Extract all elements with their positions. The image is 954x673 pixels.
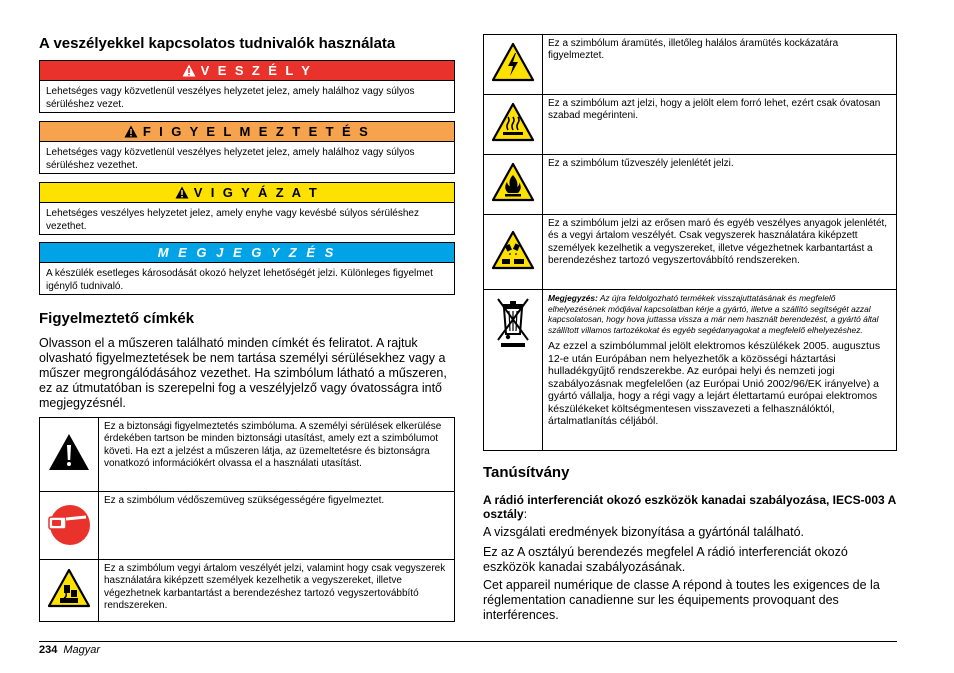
symbol-row xyxy=(484,215,897,290)
warning-triangle-icon xyxy=(182,64,196,77)
danger-box xyxy=(39,60,455,113)
labels-heading: Figyelmeztető címkék xyxy=(39,310,195,327)
warning-triangle-icon xyxy=(124,125,138,138)
labels-paragraph: Olvasson el a műszeren található minden címkét és feliratot. A rajtuk olvasható figyelmeztetések be nem tartása személyi sérülésekhez vagy a műszer megrongálódásához vezethet. Ha szimbólum látható a műszeren, ez az útmutatóban is szerepelni fog a veszélyjelző vagy óvatosságra intő megjegyzésnél. xyxy=(39,336,447,410)
right-symbol-table xyxy=(483,34,897,451)
footer-rule xyxy=(39,641,897,642)
symbol-row xyxy=(40,560,455,622)
corrosive-icon xyxy=(491,230,535,270)
hot-surface-icon xyxy=(491,102,535,142)
danger-label: V E S Z É L Y xyxy=(200,63,313,78)
footer-language: Magyar xyxy=(63,644,101,656)
symbol-row xyxy=(484,155,897,215)
warning-text: Lehetséges vagy közvetlenül veszélyes helyzetet jelez, amely halálhoz vagy súlyos sérüléshez vezethet. xyxy=(46,147,415,171)
page-footer xyxy=(39,644,100,657)
symbol-row xyxy=(484,290,897,451)
caution-text: Lehetséges veszélyes helyzetet jelez, amely enyhe vagy kevésbé súlyos sérüléshez vezethet. xyxy=(46,208,419,232)
caution-box xyxy=(39,182,455,235)
symbol-description: Ez a szimbólum azt jelzi, hogy a jelölt elem forró lehet, ezért csak óvatosan szabad megérinteni. xyxy=(543,95,897,155)
notice-header xyxy=(40,243,454,263)
weee-bin-icon xyxy=(495,296,531,348)
symbol-description: Ez a szimbólum jelzi az erősen maró és egyéb veszélyes anyagok jelenlétét, és a vegyi ártalom veszélyét. Csak vegyszerek használatára kiképzett személyek kezelhetik a vegyszereket, illetve végezhetnek karbantartást a berendezéshez tartozó vegyszertovábbító rendszereken. xyxy=(543,215,897,290)
weee-text: Az ezzel a szimbólummal jelölt elektromos készülékek 2005. augusztus 12-e után Európában nem helyezhetők a közösségi háztartási hulladékgyűjtő rendszerekbe. Az európai helyi és nemzeti jogi szabályozásnak megfelelően (az Európai Unió 2002/96/EK irányelve) a gyártó vállalja, hogy a régi vagy a lejárt élettartamú európai elektromos készülékeket költségmentesen visszavezeti a felhasználóktól, ártalmatlanítás céljából. xyxy=(548,340,881,428)
weee-description xyxy=(543,290,897,451)
weee-note xyxy=(548,293,891,335)
hazard-info-heading: A veszélyekkel kapcsolatos tudnivalók használata xyxy=(39,35,396,52)
certification-paragraph-1: A vizsgálati eredmények bizonyítása a gyártónál található. xyxy=(483,525,805,539)
fire-hazard-icon xyxy=(491,162,535,202)
left-symbol-table xyxy=(39,417,455,622)
danger-text: Lehetséges vagy közvetlenül veszélyes helyzetet jelez, amely halálhoz vagy súlyos sérüléshez vezet. xyxy=(46,86,415,110)
notice-text: A készülék esetleges károsodását okozó helyzet lehetőségét jelzi. Különleges figyelmet igénylő tudnivaló. xyxy=(46,268,433,292)
symbol-row xyxy=(40,492,455,560)
notice-box xyxy=(39,242,455,295)
warning-label: F I G Y E L M E Z T E T É S xyxy=(142,124,371,139)
certification-paragraph-2: Ez az A osztályú berendezés megfelel A rádió interferenciát okozó eszközök kanadai szabályozásának. xyxy=(483,545,848,574)
electrical-shock-icon xyxy=(491,42,535,82)
chemical-hazard-icon xyxy=(47,568,91,608)
certification-subheading: A rádió interferenciát okozó eszközök kanadai szabályozása, IECS-003 A osztály: xyxy=(483,493,896,521)
certification-paragraph-3: Cet appareil numérique de classe A répond à toutes les exigences de la réglementation canadienne sur les équipements provoquant des interférences. xyxy=(483,578,880,622)
danger-header xyxy=(40,61,454,81)
warning-triangle-icon xyxy=(175,186,189,199)
symbol-row xyxy=(484,35,897,95)
symbol-row xyxy=(40,418,455,492)
caution-header xyxy=(40,183,454,203)
notice-label: M E G J E G Y Z É S xyxy=(157,245,337,260)
symbol-description: Ez a szimbólum védőszemüveg szükségességére figyelmeztet. xyxy=(99,492,455,560)
weee-note-text: Az újra feldolgozható termékek visszajuttatásának és megfelelő elhelyezésének módjával kapcsolatban kérje a gyártó, illetve a szállító segítségét azzal kapcsolatosan, hogy hova juttassa vissza a már nem használt berendezést, a gyártó által szállított villamos tartozékokat és egyéb segédanyagokat a megfelelő elhelyezéshez. xyxy=(548,293,879,335)
symbol-description: Ez a szimbólum tűzveszély jelenlétét jelzi. xyxy=(543,155,897,215)
weee-note-label: Megjegyzés: xyxy=(548,293,598,303)
symbol-description: Ez a szimbólum vegyi ártalom veszélyét jelzi, valamint hogy csak vegyszerek használatára kiképzett személyek kezelhetik a vegyszereket, illetve végezhetnek karbantartást a berendezéshez tartozó vegyszertovábbító rendszereken. xyxy=(99,560,455,622)
caution-label: V I G Y Á Z A T xyxy=(193,185,320,200)
eye-protection-icon xyxy=(46,498,92,548)
general-warning-icon xyxy=(47,432,91,472)
symbol-description: Ez a biztonsági figyelmeztetés szimbóluma. A személyi sérülések elkerülése érdekében tartson be minden biztonsági utasítást, amely ezt a szimbólumot követi. Ha ezt a jelzést a műszeren látja, az üzemeltetésre és biztonságra vonatkozó információkért olvassa el a használati utasítást. xyxy=(99,418,455,492)
symbol-description: Ez a szimbólum áramütés, illetőleg halálos áramütés kockázatára figyelmeztet. xyxy=(543,35,897,95)
warning-box xyxy=(39,121,455,174)
certification-heading: Tanúsítvány xyxy=(483,464,570,481)
warning-header xyxy=(40,122,454,142)
symbol-row xyxy=(484,95,897,155)
page-number: 234 xyxy=(39,644,58,656)
